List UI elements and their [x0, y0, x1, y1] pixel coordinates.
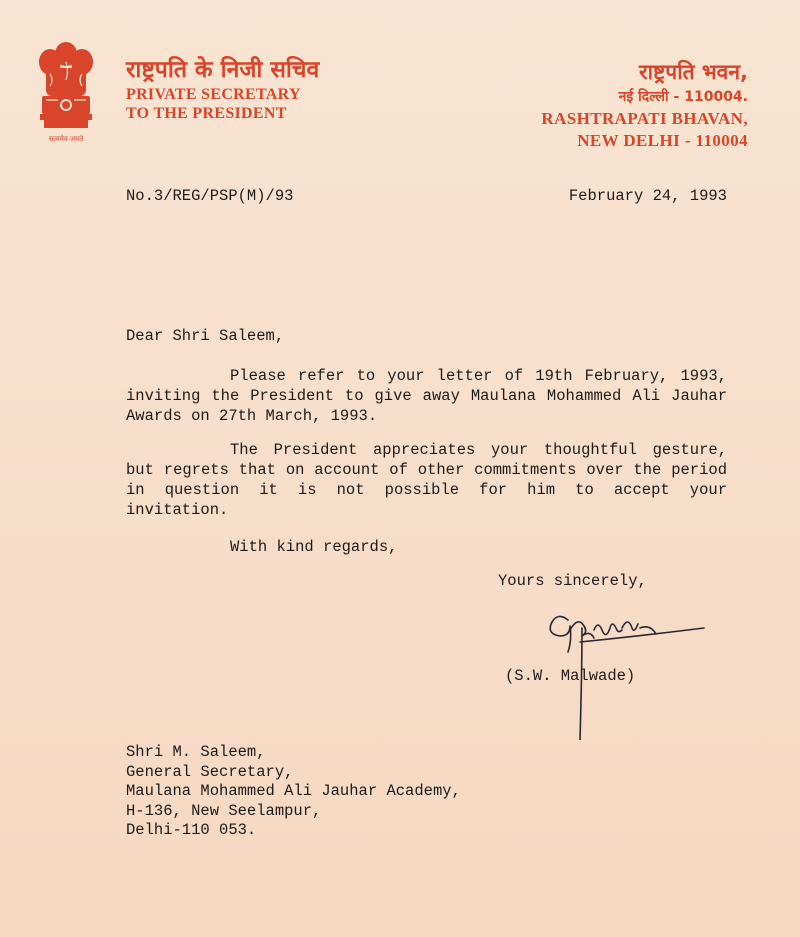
letterhead-title-line2: TO THE PRESIDENT — [126, 105, 287, 122]
state-emblem-icon — [36, 40, 96, 146]
recipient-line: H-136, New Seelampur, — [126, 801, 322, 820]
letterhead-right — [541, 58, 748, 152]
letterhead-address-line1: RASHTRAPATI BHAVAN, — [541, 109, 748, 128]
recipient-line: General Secretary, — [126, 762, 294, 781]
letterhead-left-hindi: राष्ट्रपति के निजी सचिव — [126, 57, 320, 83]
body-paragraph-1: Please refer to your letter of 19th February, 1993, inviting the President to give away Maulana Mohammed Ali Jauhar Awards on 27th March, 1993. — [126, 367, 727, 425]
salutation: Dear Shri Saleem, — [126, 327, 285, 345]
letterhead-right-hindi-city: नई दिल्ली - 110004. — [618, 89, 748, 105]
reference-number: No.3/REG/PSP(M)/93 — [126, 187, 294, 205]
letterhead-right-hindi: राष्ट्रपति भवन, — [638, 60, 748, 84]
closing-line: Yours sincerely, — [498, 572, 647, 590]
letterhead-title-line1: PRIVATE SECRETARY — [126, 86, 301, 103]
recipient-line: Delhi-110 053. — [126, 821, 257, 839]
recipient-line: Maulana Mohammed Ali Jauhar Academy, — [126, 782, 461, 800]
body-paragraph-2: The President appreciates your thoughtful gesture, but regrets that on account of other commitments over the period in question it is not possible for him to accept your invitation. — [126, 441, 727, 519]
regards-line: With kind regards, — [230, 538, 398, 556]
recipient-line: Shri M. Saleem, — [126, 743, 266, 761]
letter-date: February 24, 1993 — [568, 187, 727, 205]
letterhead-address-line2: NEW DELHI - 110004 — [577, 131, 748, 150]
signatory-name: (S.W. Malwade) — [505, 667, 636, 685]
letterhead-left — [126, 55, 319, 123]
recipient-address — [126, 743, 461, 841]
emblem-caption: सत्यमेव जयते — [48, 135, 84, 143]
